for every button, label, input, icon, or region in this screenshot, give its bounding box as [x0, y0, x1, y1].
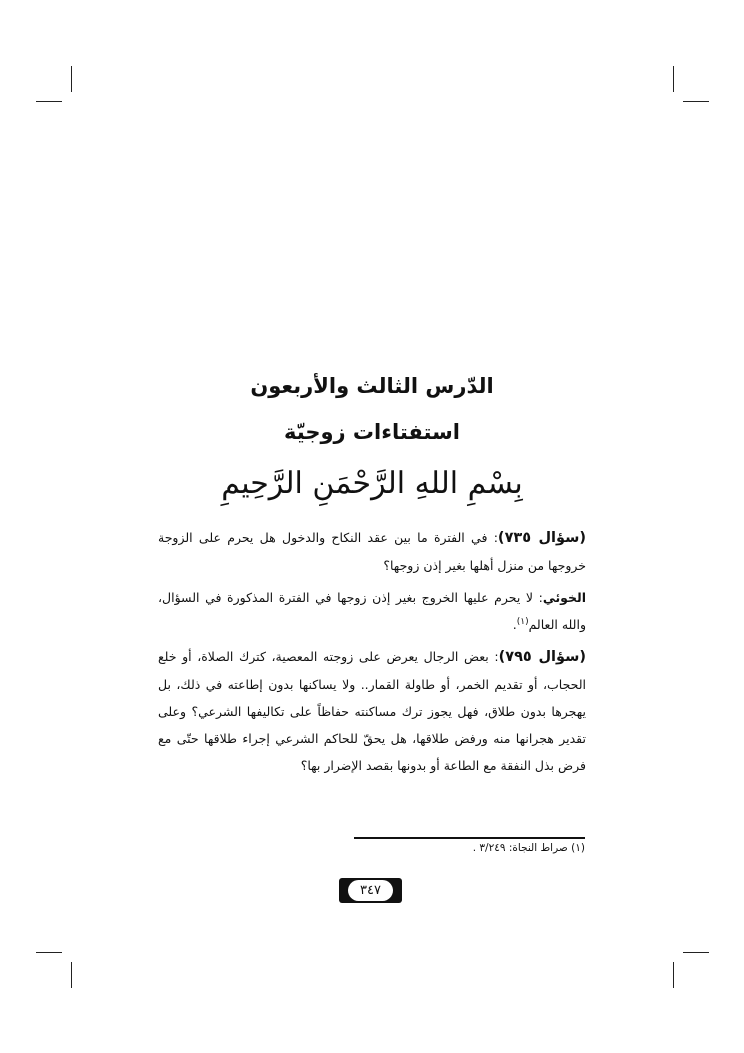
question-paragraph	[158, 643, 586, 779]
body-text	[158, 524, 586, 784]
lesson-subtitle: استفتاءات زوجيّة	[284, 420, 460, 444]
question-text: : بعض الرجال يعرض على زوجته المعصية، كترك الصلاة، أو خلع الحجاب، أو تقديم الخمر، أو طاولة القمار.. ولا يساكنها بدون إطاعته في ذلك، بل يهجرها بدون طلاق، فهل يجوز ترك مساكنته حفاظاً على تكاليفها الشرعي؟ وعلى تقدير هجرانها منه ورفض طلاقها، هل يحقّ للحاكم الشرعي إجراء طلاقها حتّى مع فرض بذل النفقة مع الطاعة أو بدونها بقصد الإضرار بها؟	[158, 649, 586, 773]
crop-mark	[683, 952, 709, 953]
basmala-calligraphy: بِسْمِ اللهِ الرَّحْمَنِ الرَّحِيمِ	[221, 466, 523, 501]
crop-mark	[673, 962, 674, 988]
footnote-divider	[354, 837, 585, 839]
answer-paragraph	[158, 584, 586, 638]
question-label: (سؤال ٧٩٥)	[498, 649, 586, 665]
crop-mark	[36, 952, 62, 953]
page-number-badge	[339, 878, 402, 903]
footnote: (١) صراط النجاة: ٣/٢٤٩ .	[472, 842, 585, 854]
question-text: : في الفترة ما بين عقد النكاح والدخول هل يحرم على الزوجة خروجها من منزل أهلها بغير إذن زوجها؟	[158, 530, 586, 573]
question-paragraph	[158, 524, 586, 579]
page-number: ٣٤٧	[348, 880, 393, 901]
lesson-title: الدّرس الثالث والأربعون	[250, 374, 494, 398]
question-label: (سؤال ٧٣٥)	[497, 530, 586, 546]
answer-label: الخوئي	[542, 590, 586, 605]
answer-end: .	[512, 617, 517, 632]
crop-mark	[71, 962, 72, 988]
crop-mark	[683, 101, 709, 102]
footnote-reference: (١)	[516, 616, 529, 627]
crop-mark	[673, 66, 674, 92]
crop-mark	[71, 66, 72, 92]
crop-mark	[36, 101, 62, 102]
answer-text: : لا يحرم عليها الخروج بغير إذن زوجها في الفترة المذكورة في السؤال، والله العالم	[158, 590, 586, 632]
